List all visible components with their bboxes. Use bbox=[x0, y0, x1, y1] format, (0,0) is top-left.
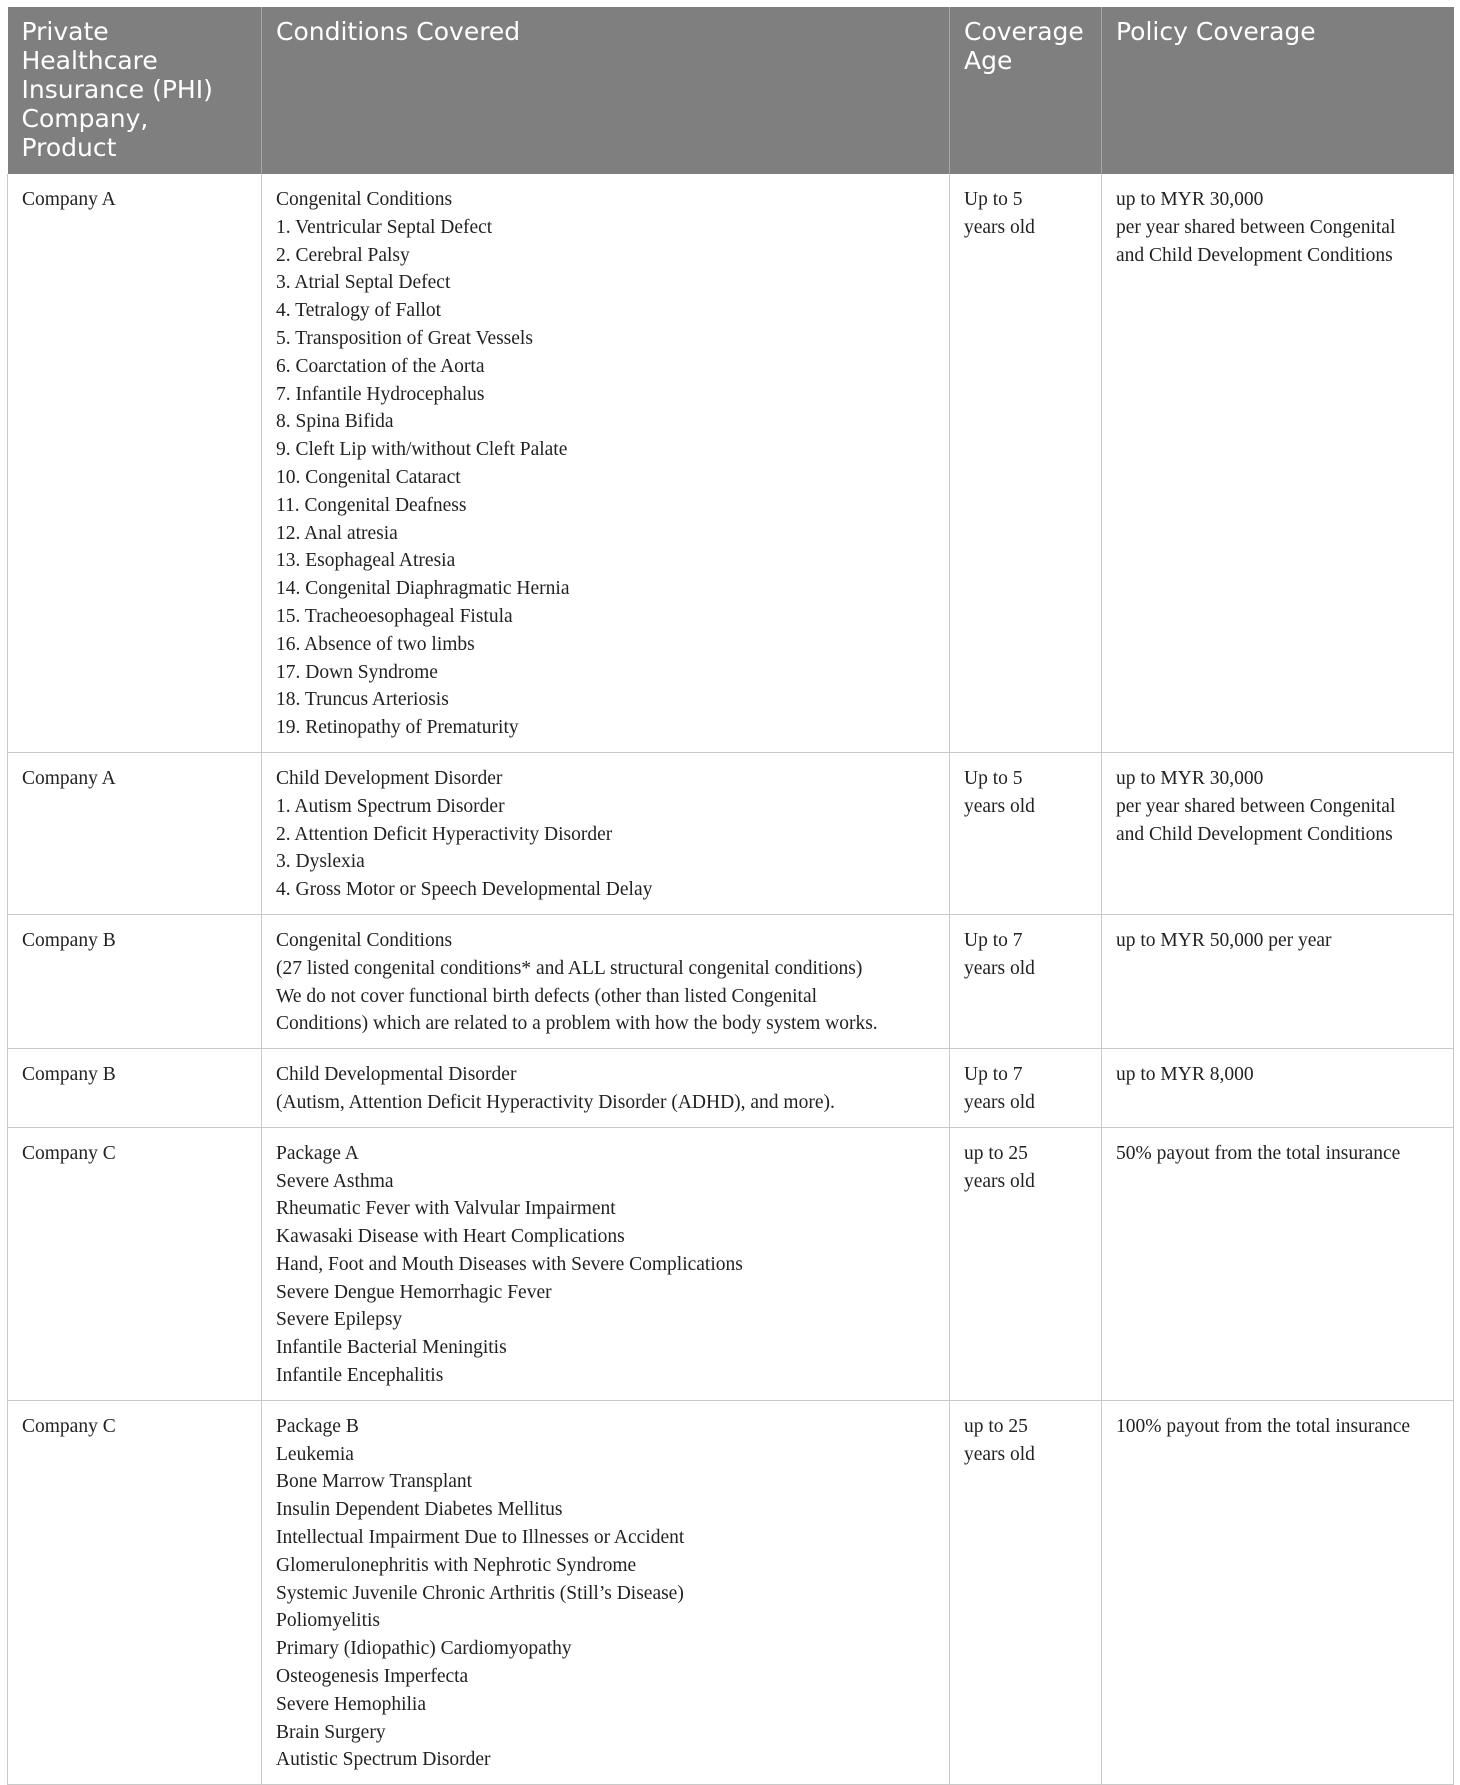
policy-coverage-cell bbox=[1102, 1127, 1454, 1400]
condition-line: 8. Spina Bifida bbox=[276, 411, 394, 433]
condition-line: 4. Gross Motor or Speech Developmental Delay bbox=[276, 879, 653, 901]
header-company: Private Healthcare Insurance (PHI) Company, Product bbox=[8, 7, 262, 174]
condition-line: 3. Dyslexia bbox=[276, 851, 365, 873]
condition-line: Bone Marrow Transplant bbox=[276, 1471, 473, 1493]
condition-line: Autistic Spectrum Disorder bbox=[276, 1749, 491, 1771]
company-cell: Company B bbox=[8, 914, 262, 1048]
coverage-age-line: Up to 7 bbox=[964, 929, 1023, 951]
condition-line: Package B bbox=[276, 1415, 359, 1437]
condition-line: 1. Ventricular Septal Defect bbox=[276, 216, 493, 238]
policy-coverage-line: up to MYR 50,000 per year bbox=[1116, 929, 1332, 951]
condition-line: 6. Coarctation of the Aorta bbox=[276, 355, 485, 377]
coverage-age-line: years old bbox=[964, 1170, 1035, 1192]
condition-line: 11. Congenital Deafness bbox=[276, 494, 467, 516]
condition-line: Congenital Conditions bbox=[276, 189, 453, 210]
coverage-age-line: years old bbox=[964, 216, 1035, 238]
policy-coverage-line: up to MYR 8,000 bbox=[1116, 1064, 1254, 1086]
table-body bbox=[8, 174, 1454, 1785]
condition-line: 18. Truncus Arteriosis bbox=[276, 689, 449, 711]
condition-line: (Autism, Attention Deficit Hyperactivity Disorder (ADHD), and more). bbox=[276, 1091, 835, 1113]
conditions-cell bbox=[262, 174, 950, 752]
condition-line: Brain Surgery bbox=[276, 1721, 386, 1743]
table-row bbox=[8, 752, 1454, 914]
coverage-age-cell bbox=[950, 914, 1102, 1048]
condition-line: 13. Esophageal Atresia bbox=[276, 550, 456, 572]
condition-line: Poliomyelitis bbox=[276, 1610, 381, 1632]
condition-line: We do not cover functional birth defects (other than listed Congenital bbox=[276, 985, 818, 1007]
condition-line: 10. Congenital Cataract bbox=[276, 466, 461, 488]
coverage-age-line: Up to 5 bbox=[964, 767, 1023, 789]
coverage-age-line: up to 25 bbox=[964, 1142, 1028, 1164]
condition-line: Intellectual Impairment Due to Illnesses or Accident bbox=[276, 1527, 685, 1549]
condition-line: 7. Infantile Hydrocephalus bbox=[276, 383, 485, 405]
coverage-age-line: years old bbox=[964, 957, 1035, 979]
coverage-age-line: Up to 7 bbox=[964, 1064, 1023, 1086]
condition-line: Primary (Idiopathic) Cardiomyopathy bbox=[276, 1638, 572, 1660]
condition-line: Glomerulonephritis with Nephrotic Syndrome bbox=[276, 1554, 637, 1576]
condition-line: Rheumatic Fever with Valvular Impairment bbox=[276, 1198, 616, 1220]
table-row bbox=[8, 174, 1454, 752]
table-row bbox=[8, 1127, 1454, 1400]
condition-line: 2. Attention Deficit Hyperactivity Disorder bbox=[276, 823, 613, 845]
policy-coverage-line: up to MYR 30,000 bbox=[1116, 767, 1264, 789]
table-row bbox=[8, 1400, 1454, 1784]
condition-line: Child Developmental Disorder bbox=[276, 1064, 517, 1086]
condition-line: Insulin Dependent Diabetes Mellitus bbox=[276, 1499, 563, 1521]
coverage-age-line: Up to 5 bbox=[964, 189, 1023, 210]
coverage-age-cell bbox=[950, 1049, 1102, 1128]
conditions-cell bbox=[262, 1127, 950, 1400]
policy-coverage-line: and Child Development Conditions bbox=[1116, 823, 1393, 845]
policy-coverage-line: 100% payout from the total insurance bbox=[1116, 1415, 1411, 1437]
condition-line: Kawasaki Disease with Heart Complications bbox=[276, 1226, 625, 1248]
condition-line: Leukemia bbox=[276, 1443, 354, 1465]
header-policy: Policy Coverage bbox=[1102, 7, 1454, 174]
coverage-age-line: years old bbox=[964, 1091, 1035, 1113]
policy-coverage-line: up to MYR 30,000 bbox=[1116, 189, 1264, 210]
condition-line: Severe Dengue Hemorrhagic Fever bbox=[276, 1281, 552, 1303]
condition-line: Conditions) which are related to a problem with how the body system works. bbox=[276, 1013, 878, 1035]
header-row bbox=[8, 7, 1454, 174]
policy-coverage-line: and Child Development Conditions bbox=[1116, 244, 1393, 266]
condition-line: Infantile Encephalitis bbox=[276, 1365, 444, 1387]
policy-coverage-cell bbox=[1102, 1400, 1454, 1784]
condition-line: Osteogenesis Imperfecta bbox=[276, 1666, 469, 1688]
policy-coverage-line: per year shared between Congenital bbox=[1116, 795, 1396, 817]
company-cell: Company A bbox=[8, 174, 262, 752]
condition-line: 16. Absence of two limbs bbox=[276, 633, 475, 655]
conditions-cell bbox=[262, 1049, 950, 1128]
policy-coverage-line: 50% payout from the total insurance bbox=[1116, 1142, 1401, 1164]
conditions-cell bbox=[262, 1400, 950, 1784]
condition-line: 5. Transposition of Great Vessels bbox=[276, 327, 533, 349]
condition-line: Congenital Conditions bbox=[276, 929, 453, 951]
condition-line: (27 listed congenital conditions* and ALL structural congenital conditions) bbox=[276, 957, 863, 979]
condition-line: 9. Cleft Lip with/without Cleft Palate bbox=[276, 439, 568, 461]
company-cell: Company C bbox=[8, 1127, 262, 1400]
conditions-cell bbox=[262, 914, 950, 1048]
condition-line: 19. Retinopathy of Prematurity bbox=[276, 717, 519, 739]
policy-coverage-cell bbox=[1102, 174, 1454, 752]
coverage-table bbox=[7, 7, 1454, 1785]
condition-line: Systemic Juvenile Chronic Arthritis (Still’s Disease) bbox=[276, 1582, 684, 1604]
coverage-age-cell bbox=[950, 1127, 1102, 1400]
condition-line: Severe Hemophilia bbox=[276, 1693, 426, 1715]
coverage-age-cell bbox=[950, 1400, 1102, 1784]
condition-line: 14. Congenital Diaphragmatic Hernia bbox=[276, 578, 570, 600]
condition-line: Child Development Disorder bbox=[276, 767, 503, 789]
condition-line: Severe Asthma bbox=[276, 1170, 394, 1192]
condition-line: 15. Tracheoesophageal Fistula bbox=[276, 605, 513, 627]
condition-line: Severe Epilepsy bbox=[276, 1309, 403, 1331]
table-row bbox=[8, 914, 1454, 1048]
company-cell: Company C bbox=[8, 1400, 262, 1784]
policy-coverage-cell bbox=[1102, 914, 1454, 1048]
policy-coverage-cell bbox=[1102, 1049, 1454, 1128]
company-cell: Company A bbox=[8, 752, 262, 914]
header-conditions: Conditions Covered bbox=[262, 7, 950, 174]
coverage-age-line: years old bbox=[964, 795, 1035, 817]
header-age: Coverage Age bbox=[950, 7, 1102, 174]
company-cell: Company B bbox=[8, 1049, 262, 1128]
table-header bbox=[8, 7, 1454, 174]
condition-line: 17. Down Syndrome bbox=[276, 661, 438, 683]
condition-line: 3. Atrial Septal Defect bbox=[276, 272, 451, 294]
condition-line: 12. Anal atresia bbox=[276, 522, 398, 544]
coverage-table-container bbox=[7, 7, 1453, 1785]
coverage-age-line: years old bbox=[964, 1443, 1035, 1465]
table-row bbox=[8, 1049, 1454, 1128]
condition-line: Package A bbox=[276, 1142, 359, 1164]
condition-line: Infantile Bacterial Meningitis bbox=[276, 1337, 507, 1359]
condition-line: 2. Cerebral Palsy bbox=[276, 244, 410, 266]
policy-coverage-cell bbox=[1102, 752, 1454, 914]
condition-line: 1. Autism Spectrum Disorder bbox=[276, 795, 505, 817]
coverage-age-line: up to 25 bbox=[964, 1415, 1028, 1437]
coverage-age-cell bbox=[950, 752, 1102, 914]
condition-line: Hand, Foot and Mouth Diseases with Severe Complications bbox=[276, 1253, 743, 1275]
conditions-cell bbox=[262, 752, 950, 914]
policy-coverage-line: per year shared between Congenital bbox=[1116, 216, 1396, 238]
condition-line: 4. Tetralogy of Fallot bbox=[276, 300, 442, 322]
coverage-age-cell bbox=[950, 174, 1102, 752]
